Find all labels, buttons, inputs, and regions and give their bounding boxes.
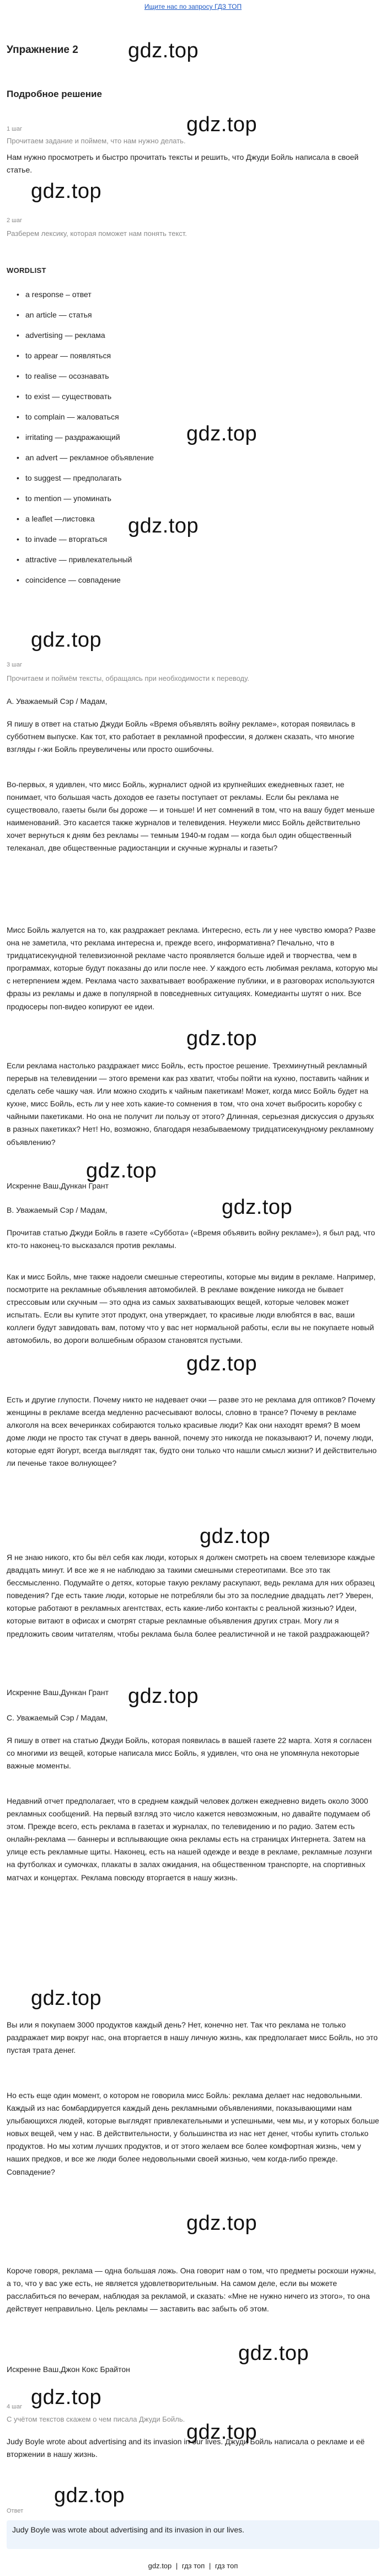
watermark: gdz.top — [31, 2386, 102, 2409]
watermark: gdz.top — [54, 2484, 125, 2507]
letter-a-greeting: А. Уважаемый Сэр / Мадам, — [7, 697, 108, 706]
footer-link[interactable]: гдз топ — [181, 2562, 205, 2570]
wordlist-item: • to complain — жаловаться — [17, 407, 154, 427]
step-hint: Прочитаем и поймём тексты, обращаясь при необходимости к переводу. — [7, 674, 249, 682]
step-hint: Разберем лексику, которая поможет нам понять текст. — [7, 229, 187, 238]
letter-b-intro: Если реклама настолько раздражает мисс Бойль, есть простое решение. Трехминутный рекламный перерыв на телевидении — этого времени как раз хватит, чтобы пойти на кухню, поставить чайник и сделать себе чашку чая. Или можно сходить к чайным пакетикам! Может, когда мисс Бойль будет на кухне, мисс Бойль, есть ли у нее хоть какие-то сомнения в том, что она хочет выбросить коробку с чайными пакетиками. Но она не получит ли пользу от этого? Длинная, серьезная дискуссия о друзьях в разных пакетиках? Нет! Но, возможно, благодаря незабываемому тридцатисекундному рекламному объявлению? — [7, 1061, 374, 1147]
wordlist-item: • to appear — появляться — [17, 346, 154, 366]
watermark: gdz.top — [128, 1685, 199, 1708]
watermark: gdz.top — [128, 514, 199, 537]
exercise-title: Упражнение 2 — [7, 44, 78, 56]
watermark: gdz.top — [238, 2342, 309, 2365]
letter-b-signature: Искренне Ваш,Дункан Грант — [7, 1688, 109, 1697]
watermark: gdz.top — [200, 1525, 271, 1548]
watermark: gdz.top — [186, 113, 258, 136]
step-text: Нам нужно просмотреть и быстро прочитать тексты и решить, что Джуди Бойль написала в своей статье. — [7, 153, 359, 175]
wordlist-item: • to suggest — предполагать — [17, 468, 154, 488]
watermark: gdz.top — [186, 422, 258, 445]
letter-b-paragraph: Я не знаю никого, кто бы вёл себя как люди, которых я должен смотреть на своем телевизоре каждые двадцать минут. И все же я не наблюдаю за такими смешными стереотипами. Все это так бессмысленно. Подумайте о детях, которые такую рекламу раскупают, ведь реклама для них образец поведения? Где есть такие люди, которые не потребляли бы это за последние двадцать лет? Уверен, которые работают в рекламных агентствах, есть какие-либо контакты с реальной жизнью? Идеи, которые витают в офисах и смотрят старые рекламные объявления других стран. Могу ли я предложить своим читателям, чтобы реклама была более реалистичной и не такой раздражающей? — [7, 1553, 375, 1638]
wordlist-item: • an article — статья — [17, 305, 154, 325]
step-hint: Прочитаем задание и поймем, что нам нужно делать. — [7, 137, 186, 145]
letter-c-paragraph: Вы или я покупаем 3000 продуктов каждый день? Нет, конечно нет. Так что реклама не только раздражает мир вокруг нас, она вторгается в нашу личную жизнь, как предполагает мисс Бойль, но это пустая трата денег. — [7, 2020, 378, 2055]
footer-link[interactable]: gdz.top — [148, 2562, 172, 2570]
wordlist-item: • attractive — привлекательный — [17, 550, 154, 570]
letter-b-intro-signature: Искренне Ваш,Дункан Грант — [7, 1181, 109, 1190]
wordlist-item: • a response – ответ — [17, 284, 154, 305]
wordlist — [17, 284, 154, 590]
footer-link[interactable]: гдз топ — [215, 2562, 238, 2570]
footer-separator: | — [208, 2562, 211, 2570]
step-hint: С учётом текстов скажем о чем писала Джуди Бойль. — [7, 2415, 185, 2423]
watermark: gdz.top — [86, 1159, 157, 1182]
step-label: 2 шаг — [7, 217, 23, 224]
answer-box — [7, 2520, 379, 2549]
section-title: Подробное решение — [7, 89, 102, 99]
wordlist-item: • to invade — вторгаться — [17, 529, 154, 550]
letter-c-paragraph: Короче говоря, реклама — одна большая ложь. Она говорит нам о том, что предметы роскоши нужны, а то, что у вас уже есть, не является удовлетворительным. На самом деле, если вы можете расслабиться по вечерам, наблюдая за рекламой, и сказать: «Мне не нужно ничего из этого», то она действует неправильно. Цель рекламы — заставить вас забыть об этом. — [7, 2266, 376, 2314]
watermark: gdz.top — [128, 39, 199, 62]
wordlist-item: • to mention — упоминать — [17, 488, 154, 509]
wordlist-item: • irritating — раздражающий — [17, 427, 154, 448]
letter-a-paragraph: Во-первых, я удивлен, что мисс Бойль, журналист одной из крупнейших ежедневных газет, не понимает, что большая часть доходов ее газеты поступает от рекламы. Если бы реклама не существовало, газеты были бы дороже — и тоньше! И нет сомнений в том, что на вашу будет меньше наименований. Это касается также журналов и телевидения. Неужели мисс Бойль действительно хочет вернуться к дням без рекламы — темным 1940-м годам — когда был один общественный телеканал, две общественные радиостанции и скучные журналы и газеты? — [7, 780, 375, 853]
watermark: gdz.top — [222, 1196, 293, 1219]
wordlist-item: • to exist — существовать — [17, 386, 154, 407]
wordlist-title: WORDLIST — [7, 266, 46, 275]
watermark: gdz.top — [31, 628, 102, 652]
letter-c-signature: Искренне Ваш,Джон Кокс Брайтон — [7, 2365, 130, 2374]
answer-label: Ответ — [7, 2508, 24, 2514]
step-label: 3 шаг — [7, 662, 23, 668]
wordlist-item: • coincidence — совпадение — [17, 570, 154, 590]
wordlist-item: • to realise — осознавать — [17, 366, 154, 386]
watermark: gdz.top — [186, 1027, 258, 1050]
letter-b-paragraph: Как и мисс Бойль, мне также надоели смешные стереотипы, которые мы видим в рекламе. Например, посмотрите на рекламные объявления автомобилей. В рекламе вождение никогда не бывает стрессовым или скучным — это одна из самых захватывающих вещей, которые человек может испытать. Если вы купите этот продукт, она утверждает, то красивые люди влюбятся в вас, ваши коллеги будут завидовать вам, потому что у вас нет нормальной работы, если вы не покупаете новый автомобиль, во дороги волшебным образом становятся пустыми. — [7, 1272, 376, 1345]
letter-a-paragraph: Я пишу в ответ на статью Джуди Бойль «Время объявлять войну рекламе», которая появилась в субботнем выпуске. Как тот, кто работает в рекламной профессии, я должен сказать, что многие взгляды г-жи Бойль преувеличены или просто ошибочны. — [7, 719, 356, 754]
letter-a-paragraph: Мисс Бойль жалуется на то, как раздражает реклама. Интересно, есть ли у нее чувство юмора? Разве она не заметила, что реклама интересна и, прежде всего, информативна? Печально, что в тридцатисекундной телевизионной рекламе часто проявляется больше идей и творчества, чем в программах, которые будут показаны до или после нее. У каждого есть любимая реклама, которую мы с нетерпением ждем. Реклама часто захватывает воображение публики, и в разговорах используются фразы из рекламы и даже в популярной в повседневных ситуациях. Комедианты шутят о них. Все продюсеры поп-видео копируют ее идеи. — [7, 926, 378, 1011]
top-search-link[interactable]: Ищите нас по запросу ГДЗ ТОП — [144, 3, 242, 10]
letter-c-greeting: C. Уважаемый Сэр / Мадам, — [7, 1713, 108, 1722]
watermark: gdz.top — [186, 2212, 258, 2235]
watermark: gdz.top — [186, 2421, 258, 2444]
watermark: gdz.top — [186, 1352, 258, 1375]
watermark: gdz.top — [31, 180, 102, 203]
wordlist-item: • advertising — реклама — [17, 325, 154, 346]
wordlist-item: • an advert — рекламное объявление — [17, 448, 154, 468]
letter-c-paragraph: Но есть еще один момент, о котором не говорила мисс Бойль: реклама делает нас недовольными. Каждый из нас бомбардируется каждый день рекламными объявлениями, показывающими нам улыбающихся людей, которые выглядят привлекательными и успешными, чем мы, и у которых больше новых вещей, чем у нас. В действительности, у большинства из нас нет денег, чтобы купить столько продуктов. Но мы хотим лучших продуктов, и от этого желаем все более комфортная жизнь, чем у наших предков, и все же люди более недовольными своей жизнью, чем когда-либо прежде. Совпадение? — [7, 2091, 379, 2176]
step-label: 1 шаг — [7, 126, 23, 132]
letter-c-paragraph: Я пишу в ответ на статью Джуди Бойль, которая появилась в вашей газете 22 марта. Хотя я согласен со многими из вещей, которые написала мисс Бойль, я удивлен, что она не упомянула некоторые важные моменты. — [7, 1736, 372, 1771]
watermark: gdz.top — [31, 1987, 102, 2010]
wordlist-item: • a leaflet —листовка — [17, 509, 154, 529]
footer-separator: | — [175, 2562, 178, 2570]
letter-c-paragraph: Недавний отчет предполагает, что в среднем каждый человек должен ежедневно видеть около 3000 рекламных сообщений. На первый взгляд это число кажется невозможным, но давайте подумаем об этом. Прежде всего, есть реклама в газетах и журналах, по телевидению и по радио. Затем есть онлайн-реклама — баннеры и всплывающие окна рекламы есть на страницах Интернета. Затем на улице есть рекламные щиты. Наконец, есть на нашей одежде и везде в рекламе, рекламные лозунги на футболках и сумочках, плакаты в залах ожидания, на общественном транспорте, на спортивных матчах и концертах. Реклама повсюду вторгается в нашу жизнь. — [7, 1797, 372, 1882]
letter-b-paragraph: Есть и другие глупости. Почему никто не надевает очки — разве это не реклама для оптиков? Почему женщины в рекламе всегда медленно расчесывают волосы, словно в трансе? Почему в рекламе алкоголя на всех вечеринках собираются только красивые люди? Как они находят время? В моем доме люди не просто так стучат в дверь ванной, почему это никогда не показывают? И, почему люди, которые едят йогурт, всегда выглядят так, будто они только что нашли смысл жизни? И действительно ли печенье такое волнующее? — [7, 1395, 377, 1468]
step-label: 4 шаг — [7, 2403, 23, 2410]
letter-b-paragraph: Прочитав статью Джуди Бойль в газете «Суббота» («Время объявить войну рекламе»), я был рад, что кто-то наконец-то высказался против рекламы. — [7, 1228, 376, 1250]
letter-b-greeting: В. Уважаемый Сэр / Мадам, — [7, 1206, 108, 1214]
closing-text: Judy Boyle wrote about advertising and its invasion in our lives. Джуди Бойль написала о рекламе и её вторжении в нашу жизнь. — [7, 2437, 365, 2459]
footer — [0, 2561, 386, 2572]
answer-text: Judy Boyle was wrote about advertising and its invasion in our lives. — [12, 2525, 244, 2534]
